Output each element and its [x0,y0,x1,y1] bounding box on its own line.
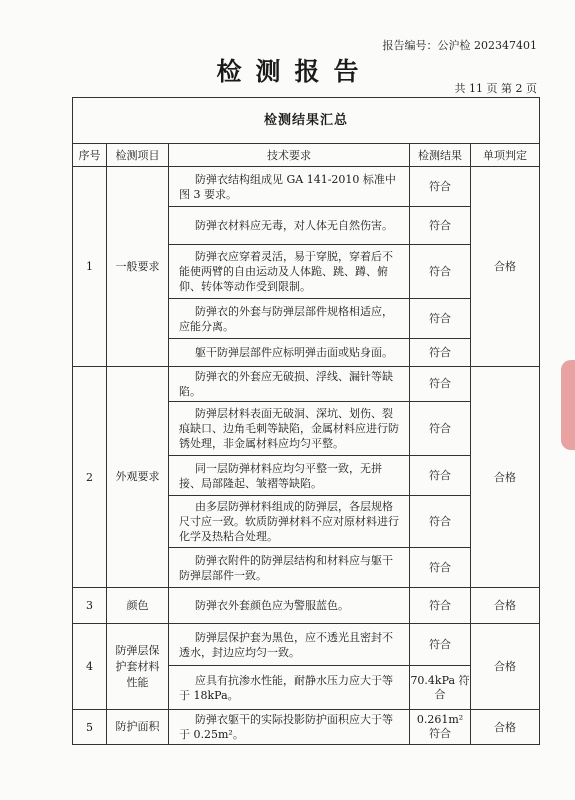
result-cell: 0.261m² 符合 [410,710,471,745]
requirement-cell: 防弹衣结构组成见 GA 141-2010 标准中图 3 要求。 [169,167,410,207]
results-summary-table [72,97,540,745]
result-cell: 符合 [410,496,471,548]
seq-cell: 1 [73,167,107,367]
column-header-seq: 序号 [73,144,107,167]
seq-cell: 2 [73,367,107,588]
result-cell: 符合 [410,588,471,624]
requirement-cell: 躯干防弹层部件应标明弹击面或贴身面。 [169,339,410,367]
seq-cell: 4 [73,624,107,710]
result-cell: 符合 [410,624,471,666]
table-row [73,588,540,624]
judgement-cell: 合格 [471,588,540,624]
result-cell: 70.4kPa 符合 [410,666,471,710]
item-cell: 防护面积 [107,710,169,745]
column-header-judgement: 单项判定 [471,144,540,167]
page-number: 共 11 页 第 2 页 [454,82,537,95]
item-cell: 一般要求 [107,167,169,367]
requirement-cell: 防弹衣应穿着灵活，易于穿脱，穿着后不能使两臂的自由运动及人体跪、跳、蹲、俯仰、转体等动作受到限制。 [169,245,410,299]
seq-cell: 5 [73,710,107,745]
judgement-cell: 合格 [471,624,540,710]
result-cell: 符合 [410,245,471,299]
column-header-item: 检测项目 [107,144,169,167]
requirement-cell: 防弹衣外套颜色应为警服蓝色。 [169,588,410,624]
table-row [73,624,540,666]
result-cell: 符合 [410,456,471,496]
requirement-cell: 同一层防弹材料应均匀平整一致，无拼接、局部隆起、皱褶等缺陷。 [169,456,410,496]
result-cell: 符合 [410,167,471,207]
column-header-result: 检测结果 [410,144,471,167]
column-header-requirement: 技术要求 [169,144,410,167]
seq-cell: 3 [73,588,107,624]
table-row [73,167,540,207]
requirement-cell: 防弹衣的外套应无破损、浮线、漏针等缺陷。 [169,367,410,402]
item-cell: 外观要求 [107,367,169,588]
page-title: 检测报告 [216,57,373,86]
judgement-cell: 合格 [471,167,540,367]
requirement-cell: 防弹层材料表面无破洞、深坑、划伤、裂痕缺口、边角毛刺等缺陷，金属材料应进行防锈处理，非金属材料应均匀平整。 [169,402,410,456]
table-caption: 检测结果汇总 [73,98,540,144]
result-cell: 符合 [410,299,471,339]
seal-stamp-fragment [561,360,575,450]
item-cell: 防弹层保护套材料性能 [107,624,169,710]
item-cell: 颜色 [107,588,169,624]
result-cell: 符合 [410,207,471,245]
result-cell: 符合 [410,339,471,367]
report-number: 报告编号：公沪检 202347401 [382,39,537,52]
requirement-cell: 防弹衣附件的防弹层结构和材料应与躯干防弹层部件一致。 [169,548,410,588]
requirement-cell: 防弹层保护套为黑色，应不透光且密封不透水，封边应均匀一致。 [169,624,410,666]
requirement-cell: 应具有抗渗水性能，耐静水压力应大于等于 18kPa。 [169,666,410,710]
requirement-cell: 防弹衣的外套与防弹层部件规格相适应，应能分离。 [169,299,410,339]
judgement-cell: 合格 [471,710,540,745]
judgement-cell: 合格 [471,367,540,588]
result-cell: 符合 [410,367,471,402]
requirement-cell: 防弹衣躯干的实际投影防护面积应大于等于 0.25m²。 [169,710,410,745]
table-row [73,710,540,745]
requirement-cell: 防弹衣材料应无毒，对人体无自然伤害。 [169,207,410,245]
table-row [73,367,540,402]
result-cell: 符合 [410,402,471,456]
requirement-cell: 由多层防弹材料组成的防弹层，各层规格尺寸应一致。软质防弹材料不应对原材料进行化学及热粘合处理。 [169,496,410,548]
result-cell: 符合 [410,548,471,588]
